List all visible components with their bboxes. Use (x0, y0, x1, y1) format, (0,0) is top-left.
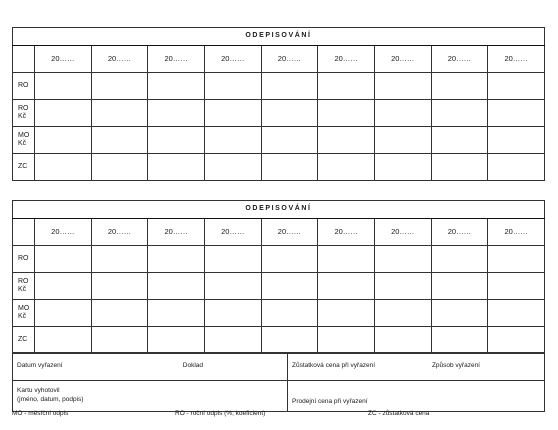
entry-cell[interactable] (431, 300, 488, 327)
table-title: ODEPISOVÁNÍ (13, 28, 545, 46)
year-cell: 20…… (261, 46, 318, 73)
entry-cell[interactable] (148, 127, 205, 154)
entry-cell[interactable] (204, 100, 261, 127)
row-ro (13, 73, 545, 100)
entry-cell[interactable] (91, 127, 148, 154)
entry-cell[interactable] (261, 273, 318, 300)
entry-cell[interactable] (318, 273, 375, 300)
entry-cell[interactable] (204, 127, 261, 154)
entry-cell[interactable] (35, 273, 92, 300)
sale-price-cell[interactable] (288, 381, 545, 412)
entry-cell[interactable] (318, 100, 375, 127)
corner-cell (13, 219, 35, 246)
year-cell: 20…… (35, 219, 92, 246)
entry-cell[interactable] (35, 154, 92, 181)
entry-cell[interactable] (261, 246, 318, 273)
year-cell: 20…… (488, 219, 545, 246)
entry-cell[interactable] (35, 73, 92, 100)
prepared-by-cell[interactable] (13, 381, 288, 412)
entry-cell[interactable] (261, 73, 318, 100)
entry-cell[interactable] (35, 300, 92, 327)
entry-cell[interactable] (488, 246, 545, 273)
entry-cell[interactable] (261, 154, 318, 181)
row-mo-kc (13, 127, 545, 154)
entry-cell[interactable] (148, 327, 205, 354)
entry-cell[interactable] (374, 127, 431, 154)
row-label: RO Kč (13, 273, 35, 300)
disposal-date-doc-cell[interactable] (13, 353, 288, 381)
entry-cell[interactable] (431, 246, 488, 273)
entry-cell[interactable] (91, 100, 148, 127)
entry-cell[interactable] (91, 327, 148, 354)
row-ro-kc (13, 273, 545, 300)
entry-cell[interactable] (148, 300, 205, 327)
year-cell: 20…… (148, 219, 205, 246)
row-ro (13, 246, 545, 273)
entry-cell[interactable] (431, 327, 488, 354)
row-ro-kc (13, 100, 545, 127)
entry-cell[interactable] (374, 300, 431, 327)
entry-cell[interactable] (374, 73, 431, 100)
disposal-method-label: Způsob vyřazení (431, 362, 480, 370)
entry-cell[interactable] (261, 127, 318, 154)
entry-cell[interactable] (261, 300, 318, 327)
entry-cell[interactable] (431, 100, 488, 127)
year-cell: 20…… (488, 46, 545, 73)
entry-cell[interactable] (488, 327, 545, 354)
entry-cell[interactable] (148, 246, 205, 273)
year-cell: 20…… (148, 46, 205, 73)
entry-cell[interactable] (91, 273, 148, 300)
depreciation-table-2 (12, 200, 545, 354)
entry-cell[interactable] (91, 73, 148, 100)
year-cell: 20…… (374, 219, 431, 246)
entry-cell[interactable] (261, 100, 318, 127)
entry-cell[interactable] (204, 273, 261, 300)
entry-cell[interactable] (204, 327, 261, 354)
year-header-row (13, 219, 545, 246)
entry-cell[interactable] (204, 246, 261, 273)
legend-mo: MO - měsíční odpis (12, 410, 69, 417)
sale-price-label: Prodejní cena při vyřazení (292, 398, 368, 406)
entry-cell[interactable] (91, 246, 148, 273)
disposal-fields (12, 352, 545, 412)
prepared-by-hint: (jméno, datum, podpis) (17, 396, 84, 403)
entry-cell[interactable] (204, 154, 261, 181)
row-zc (13, 327, 545, 354)
document-label: Doklad (182, 362, 203, 370)
entry-cell[interactable] (261, 327, 318, 354)
year-cell: 20…… (35, 46, 92, 73)
row-label: RO Kč (13, 100, 35, 127)
entry-cell[interactable] (431, 127, 488, 154)
row-label: MO Kč (13, 300, 35, 327)
entry-cell[interactable] (35, 327, 92, 354)
entry-cell[interactable] (204, 73, 261, 100)
entry-cell[interactable] (431, 73, 488, 100)
entry-cell[interactable] (374, 246, 431, 273)
entry-cell[interactable] (35, 127, 92, 154)
year-header-row (13, 46, 545, 73)
year-cell: 20…… (204, 219, 261, 246)
row-mo-kc (13, 300, 545, 327)
entry-cell[interactable] (318, 327, 375, 354)
residual-value-label: Zůstatková cena při vyřazení (292, 362, 376, 370)
entry-cell[interactable] (35, 246, 92, 273)
year-cell: 20…… (204, 46, 261, 73)
year-cell: 20…… (318, 46, 375, 73)
entry-cell[interactable] (488, 154, 545, 181)
entry-cell[interactable] (204, 300, 261, 327)
row-label: ZC (13, 327, 35, 354)
corner-cell (13, 46, 35, 73)
entry-cell[interactable] (148, 154, 205, 181)
entry-cell[interactable] (91, 300, 148, 327)
entry-cell[interactable] (148, 273, 205, 300)
entry-cell[interactable] (488, 127, 545, 154)
entry-cell[interactable] (91, 154, 148, 181)
depreciation-table-1 (12, 27, 545, 181)
entry-cell[interactable] (318, 246, 375, 273)
year-cell: 20…… (431, 46, 488, 73)
entry-cell[interactable] (148, 73, 205, 100)
entry-cell[interactable] (431, 154, 488, 181)
entry-cell[interactable] (318, 73, 375, 100)
year-cell: 20…… (374, 46, 431, 73)
legend (12, 410, 545, 417)
entry-cell[interactable] (35, 100, 92, 127)
row-label: MO Kč (13, 127, 35, 154)
prepared-by-label: Kartu vyhotovil (17, 387, 60, 395)
row-zc (13, 154, 545, 181)
entry-cell[interactable] (374, 273, 431, 300)
entry-cell[interactable] (488, 273, 545, 300)
year-cell: 20…… (91, 219, 148, 246)
disposal-date-label: Datum vyřazení (17, 362, 63, 370)
table-title: ODEPISOVÁNÍ (13, 201, 545, 219)
entry-cell[interactable] (374, 100, 431, 127)
legend-zc: ZC - zůstatková cena (368, 410, 430, 417)
entry-cell[interactable] (374, 154, 431, 181)
entry-cell[interactable] (488, 100, 545, 127)
entry-cell[interactable] (488, 300, 545, 327)
residual-value-cell[interactable] (288, 353, 545, 381)
row-label: ZC (13, 154, 35, 181)
entry-cell[interactable] (431, 273, 488, 300)
year-cell: 20…… (318, 219, 375, 246)
year-cell: 20…… (261, 219, 318, 246)
entry-cell[interactable] (318, 127, 375, 154)
legend-ro: RO - roční odpis (%, koeficient) (175, 410, 266, 417)
year-cell: 20…… (91, 46, 148, 73)
row-label: RO (13, 73, 35, 100)
year-cell: 20…… (431, 219, 488, 246)
entry-cell[interactable] (318, 300, 375, 327)
row-label: RO (13, 246, 35, 273)
entry-cell[interactable] (488, 73, 545, 100)
entry-cell[interactable] (374, 327, 431, 354)
entry-cell[interactable] (148, 100, 205, 127)
entry-cell[interactable] (318, 154, 375, 181)
